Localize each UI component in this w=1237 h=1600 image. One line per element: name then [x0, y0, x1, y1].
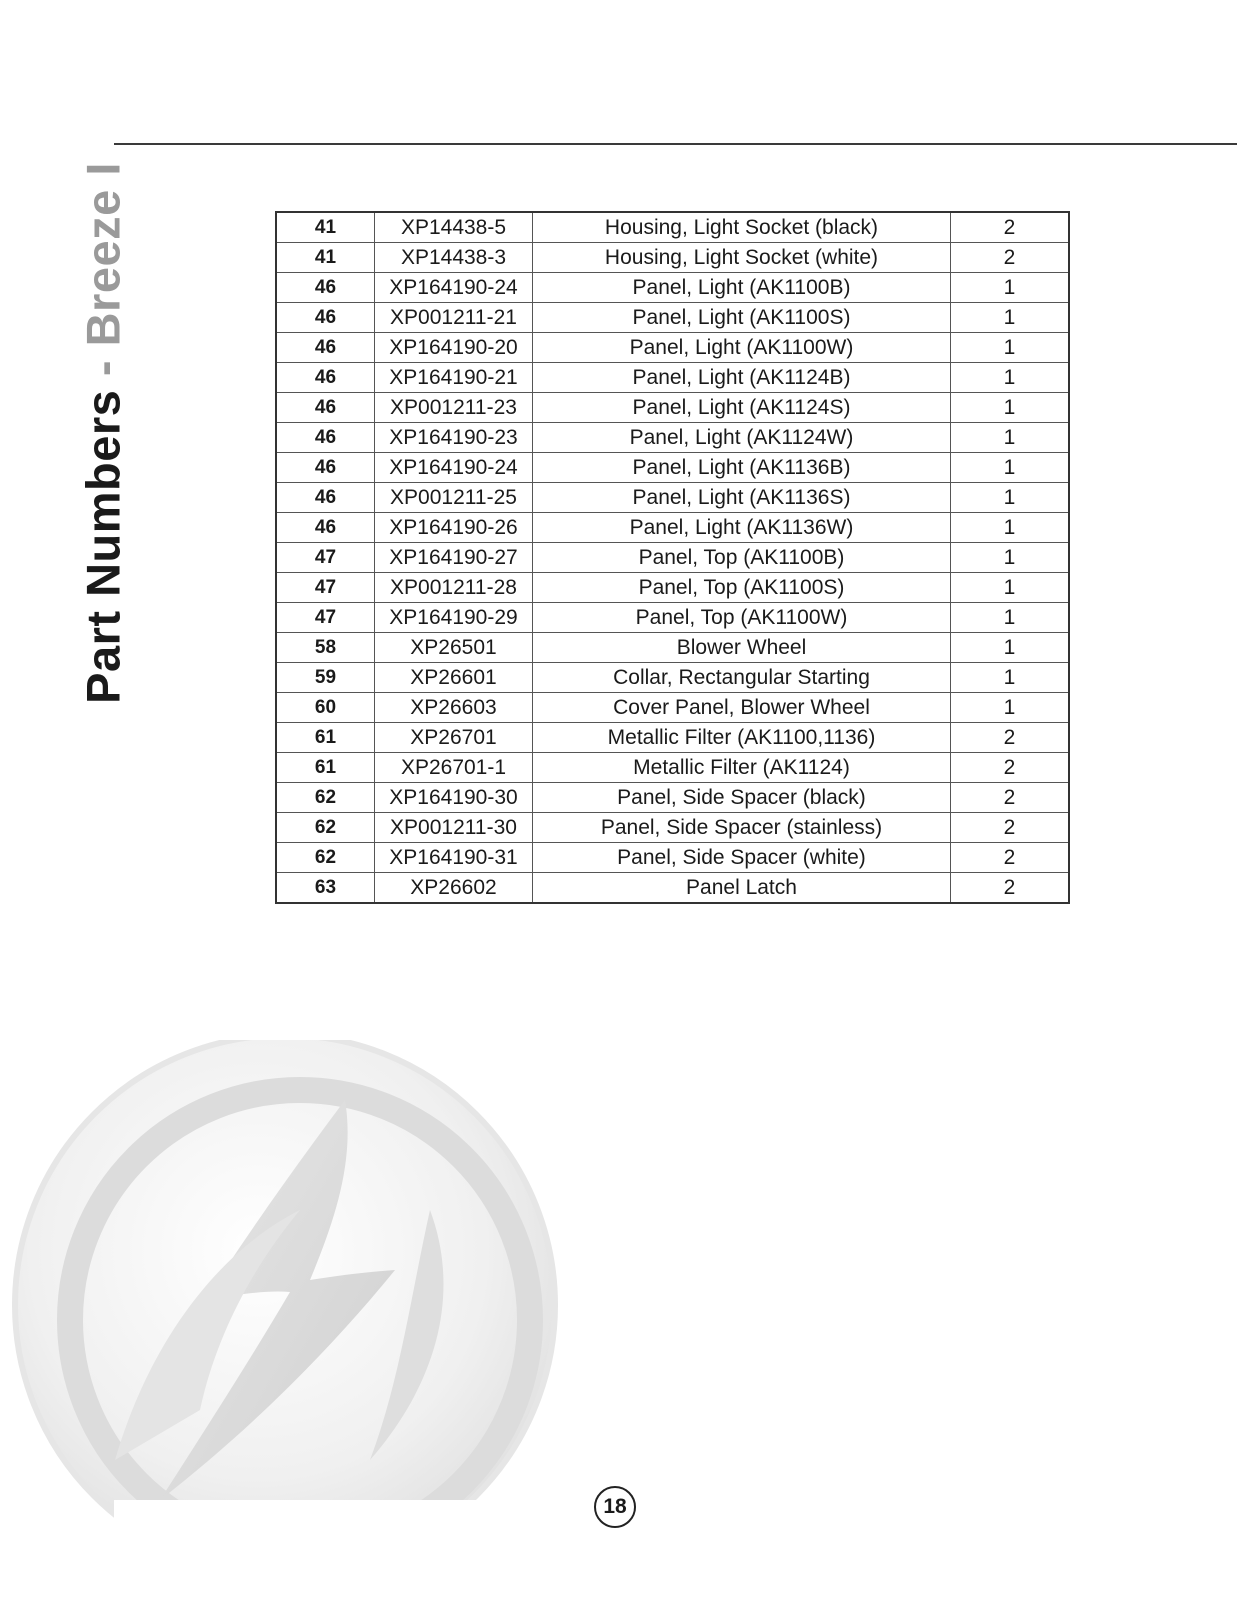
ref-number-cell: 59 [276, 663, 375, 693]
ref-number-cell: 47 [276, 603, 375, 633]
part-number-cell: XP164190-24 [375, 273, 533, 303]
ref-number-cell: 63 [276, 873, 375, 904]
table-row [276, 243, 1069, 273]
table-row [276, 753, 1069, 783]
part-number-cell: XP26601 [375, 663, 533, 693]
quantity-cell: 1 [951, 513, 1070, 543]
description-cell: Panel, Light (AK1100S) [533, 303, 951, 333]
description-cell: Housing, Light Socket (white) [533, 243, 951, 273]
part-number-cell: XP164190-21 [375, 363, 533, 393]
description-cell: Panel Latch [533, 873, 951, 904]
description-cell: Panel, Light (AK1100B) [533, 273, 951, 303]
side-title-main: Part Numbers [76, 389, 130, 704]
side-title-separator: - [76, 346, 130, 390]
table-row [276, 573, 1069, 603]
ref-number-cell: 41 [276, 212, 375, 243]
quantity-cell: 1 [951, 483, 1070, 513]
description-cell: Panel, Light (AK1136S) [533, 483, 951, 513]
ref-number-cell: 46 [276, 303, 375, 333]
side-title-model: Breeze I [76, 162, 130, 347]
part-number-cell: XP26501 [375, 633, 533, 663]
quantity-cell: 2 [951, 783, 1070, 813]
ref-number-cell: 61 [276, 753, 375, 783]
part-number-cell: XP14438-5 [375, 212, 533, 243]
ref-number-cell: 62 [276, 783, 375, 813]
part-number-cell: XP001211-25 [375, 483, 533, 513]
part-number-cell: XP164190-27 [375, 543, 533, 573]
quantity-cell: 1 [951, 273, 1070, 303]
part-number-cell: XP26603 [375, 693, 533, 723]
part-number-cell: XP164190-20 [375, 333, 533, 363]
table-row [276, 603, 1069, 633]
ref-number-cell: 60 [276, 693, 375, 723]
parts-table-body [276, 212, 1069, 903]
description-cell: Panel, Top (AK1100B) [533, 543, 951, 573]
table-row [276, 783, 1069, 813]
brand-watermark-logo [0, 1040, 600, 1600]
quantity-cell: 1 [951, 603, 1070, 633]
ref-number-cell: 47 [276, 543, 375, 573]
ref-number-cell: 46 [276, 453, 375, 483]
table-row [276, 212, 1069, 243]
part-number-cell: XP001211-23 [375, 393, 533, 423]
quantity-cell: 2 [951, 873, 1070, 904]
table-row [276, 513, 1069, 543]
quantity-cell: 2 [951, 723, 1070, 753]
ref-number-cell: 41 [276, 243, 375, 273]
description-cell: Panel, Light (AK1100W) [533, 333, 951, 363]
description-cell: Panel, Top (AK1100S) [533, 573, 951, 603]
ref-number-cell: 46 [276, 393, 375, 423]
quantity-cell: 2 [951, 243, 1070, 273]
quantity-cell: 1 [951, 393, 1070, 423]
ref-number-cell: 46 [276, 513, 375, 543]
part-number-cell: XP14438-3 [375, 243, 533, 273]
part-number-cell: XP26701-1 [375, 753, 533, 783]
page-number: 18 [594, 1486, 636, 1528]
description-cell: Panel, Light (AK1124S) [533, 393, 951, 423]
part-number-cell: XP001211-30 [375, 813, 533, 843]
table-row [276, 843, 1069, 873]
table-row [276, 363, 1069, 393]
quantity-cell: 2 [951, 212, 1070, 243]
ref-number-cell: 46 [276, 333, 375, 363]
quantity-cell: 2 [951, 843, 1070, 873]
table-row [276, 393, 1069, 423]
table-row [276, 633, 1069, 663]
ref-number-cell: 46 [276, 363, 375, 393]
quantity-cell: 1 [951, 573, 1070, 603]
quantity-cell: 1 [951, 633, 1070, 663]
description-cell: Panel, Light (AK1124W) [533, 423, 951, 453]
header-rule [114, 143, 1237, 145]
part-number-cell: XP26602 [375, 873, 533, 904]
ref-number-cell: 62 [276, 813, 375, 843]
quantity-cell: 1 [951, 423, 1070, 453]
description-cell: Panel, Light (AK1136W) [533, 513, 951, 543]
parts-table [275, 211, 1070, 904]
quantity-cell: 1 [951, 303, 1070, 333]
table-row [276, 813, 1069, 843]
description-cell: Panel, Light (AK1124B) [533, 363, 951, 393]
description-cell: Metallic Filter (AK1124) [533, 753, 951, 783]
ref-number-cell: 47 [276, 573, 375, 603]
part-number-cell: XP164190-31 [375, 843, 533, 873]
quantity-cell: 1 [951, 543, 1070, 573]
part-number-cell: XP001211-28 [375, 573, 533, 603]
quantity-cell: 1 [951, 663, 1070, 693]
description-cell: Collar, Rectangular Starting [533, 663, 951, 693]
quantity-cell: 1 [951, 693, 1070, 723]
ref-number-cell: 61 [276, 723, 375, 753]
table-row [276, 273, 1069, 303]
ref-number-cell: 46 [276, 273, 375, 303]
quantity-cell: 1 [951, 333, 1070, 363]
part-number-cell: XP164190-23 [375, 423, 533, 453]
description-cell: Panel, Top (AK1100W) [533, 603, 951, 633]
description-cell: Panel, Side Spacer (black) [533, 783, 951, 813]
description-cell: Housing, Light Socket (black) [533, 212, 951, 243]
table-row [276, 453, 1069, 483]
description-cell: Panel, Side Spacer (white) [533, 843, 951, 873]
quantity-cell: 2 [951, 813, 1070, 843]
quantity-cell: 1 [951, 453, 1070, 483]
description-cell: Panel, Side Spacer (stainless) [533, 813, 951, 843]
page-side-title [76, 162, 130, 704]
ref-number-cell: 62 [276, 843, 375, 873]
ref-number-cell: 46 [276, 423, 375, 453]
table-row [276, 423, 1069, 453]
description-cell: Metallic Filter (AK1100,1136) [533, 723, 951, 753]
table-row [276, 303, 1069, 333]
table-row [276, 543, 1069, 573]
ref-number-cell: 58 [276, 633, 375, 663]
quantity-cell: 2 [951, 753, 1070, 783]
part-number-cell: XP164190-29 [375, 603, 533, 633]
part-number-cell: XP26701 [375, 723, 533, 753]
part-number-cell: XP164190-30 [375, 783, 533, 813]
description-cell: Cover Panel, Blower Wheel [533, 693, 951, 723]
ref-number-cell: 46 [276, 483, 375, 513]
quantity-cell: 1 [951, 363, 1070, 393]
part-number-cell: XP164190-26 [375, 513, 533, 543]
description-cell: Blower Wheel [533, 633, 951, 663]
table-row [276, 663, 1069, 693]
table-row [276, 873, 1069, 904]
table-row [276, 333, 1069, 363]
table-row [276, 693, 1069, 723]
table-row [276, 483, 1069, 513]
part-number-cell: XP164190-24 [375, 453, 533, 483]
table-row [276, 723, 1069, 753]
description-cell: Panel, Light (AK1136B) [533, 453, 951, 483]
part-number-cell: XP001211-21 [375, 303, 533, 333]
